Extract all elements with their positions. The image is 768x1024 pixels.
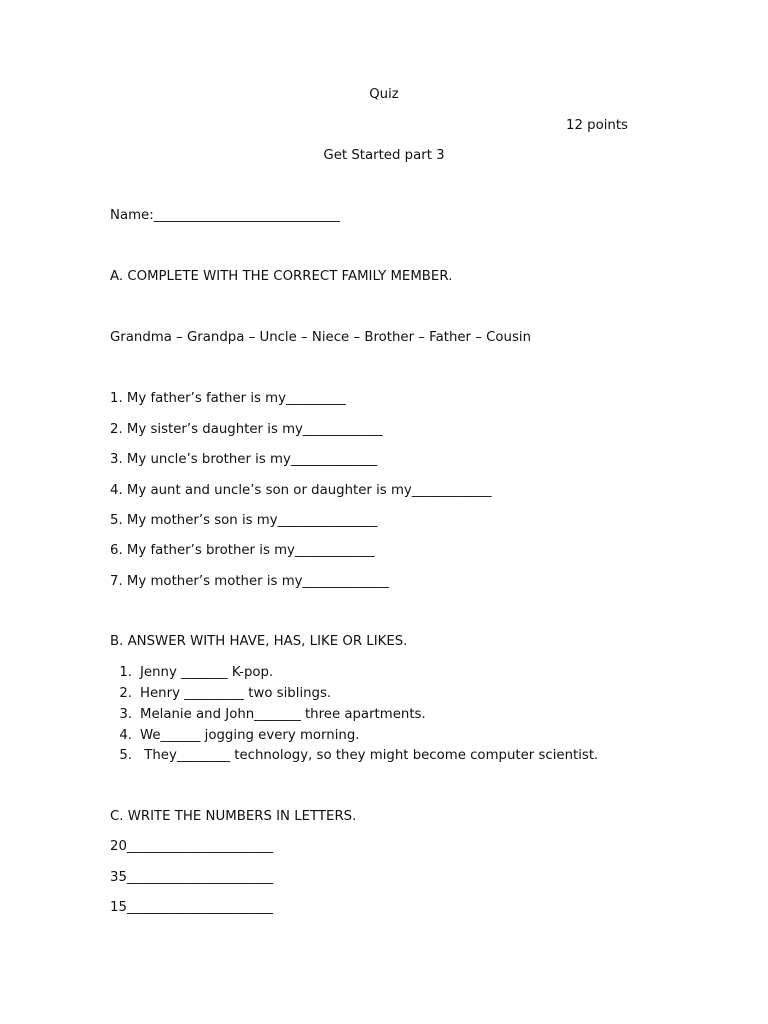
- question-text: They________ technology, so they might become computer scientist.: [140, 748, 599, 763]
- list-number: 3.: [119, 707, 132, 722]
- section-a-question: 4. My aunt and uncle’s son or daughter is my____________: [110, 483, 492, 498]
- name-field-line: Name:____________________________: [110, 208, 340, 223]
- question-text: Melanie and John_______ three apartments.: [140, 707, 426, 722]
- section-a-question: 3. My uncle’s brother is my_____________: [110, 452, 378, 467]
- list-number: 5.: [119, 748, 132, 763]
- section-c-item: 15______________________: [110, 900, 274, 915]
- question-text: Jenny _______ K-pop.: [140, 665, 274, 680]
- section-a-question: 7. My mother’s mother is my_____________: [110, 574, 389, 589]
- quiz-title: Quiz: [369, 87, 399, 102]
- section-a-question: 5. My mother’s son is my_______________: [110, 513, 378, 528]
- section-b-question: [108, 727, 360, 745]
- points-label: 12 points: [566, 118, 628, 133]
- section-b-heading: B. ANSWER WITH HAVE, HAS, LIKE OR LIKES.: [110, 634, 408, 649]
- section-c-heading: C. WRITE THE NUMBERS IN LETTERS.: [110, 809, 357, 824]
- section-b-question: [108, 664, 273, 682]
- section-a-question: 1. My father’s father is my_________: [110, 391, 346, 406]
- section-a-heading: A. COMPLETE WITH THE CORRECT FAMILY MEMBER.: [110, 269, 453, 284]
- section-a-question: 6. My father’s brother is my____________: [110, 543, 375, 558]
- quiz-subtitle: Get Started part 3: [323, 148, 445, 163]
- question-text: Henry _________ two siblings.: [140, 686, 332, 701]
- section-b-question: [108, 685, 331, 703]
- list-number: 1.: [119, 665, 132, 680]
- section-a-question: 2. My sister’s daughter is my____________: [110, 422, 383, 437]
- question-text: We______ jogging every morning.: [140, 728, 360, 743]
- section-a-word-bank: Grandma – Grandpa – Uncle – Niece – Brother – Father – Cousin: [110, 330, 532, 345]
- section-b-question: [108, 706, 426, 724]
- section-b-question: [108, 747, 598, 765]
- list-number: 4.: [119, 728, 132, 743]
- list-number: 2.: [119, 686, 132, 701]
- section-c-item: 20______________________: [110, 839, 274, 854]
- section-c-item: 35______________________: [110, 870, 274, 885]
